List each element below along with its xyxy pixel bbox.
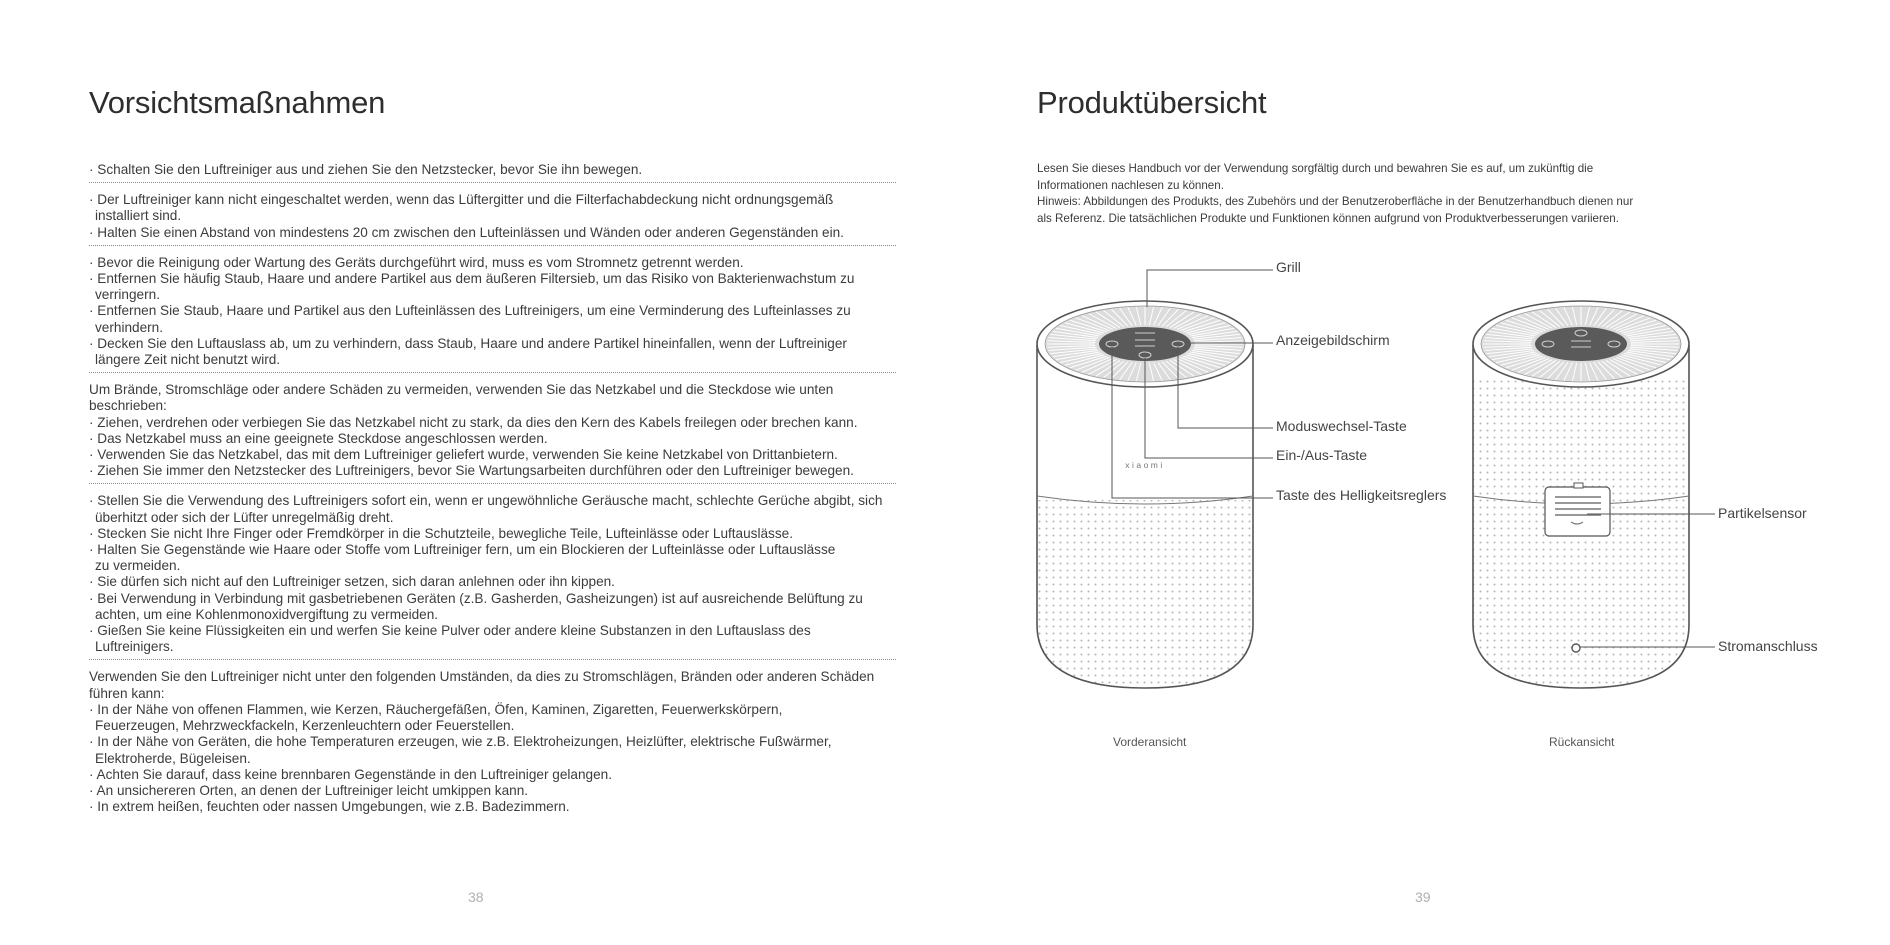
page-number-left: 38 bbox=[468, 889, 484, 905]
precaution-bullet: · In extrem heißen, feuchten oder nassen Umgebungen, wie z.B. Badezimmern. bbox=[89, 799, 570, 815]
right-page bbox=[945, 0, 1890, 945]
precaution-group bbox=[89, 380, 896, 484]
precaution-text: Um Brände, Stromschläge oder andere Schäden zu vermeiden, verwenden Sie das Netzkabel und die Steckdose wie unten bbox=[89, 382, 834, 398]
precaution-bullet: · Ziehen, verdrehen oder verbiegen Sie das Netzkabel nicht zu stark, da dies den Kern des Kabels freilegen oder brechen kann. bbox=[89, 414, 858, 430]
precaution-text: Elektroherde, Bügeleisen. bbox=[95, 750, 251, 766]
back-view-purifier bbox=[1473, 301, 1715, 700]
precaution-text: installiert sind. bbox=[95, 208, 182, 224]
label-grill: Grill bbox=[1276, 259, 1301, 275]
precaution-bullet: · Bei Verwendung in Verbindung mit gasbetriebenen Geräten (z.B. Gasherden, Gasheizungen) ist auf ausreichende Belüftung zu bbox=[89, 590, 863, 606]
precaution-bullet: · Decken Sie den Luftauslass ab, um zu verhindern, dass Staub, Haare und andere Partikel hineinfallen, wenn der Luftreiniger bbox=[89, 335, 847, 351]
precautions-title: Vorsichtsmaßnahmen bbox=[89, 85, 386, 120]
label-brightness-button: Taste des Helligkeitsreglers bbox=[1276, 487, 1447, 503]
precaution-group bbox=[89, 667, 896, 819]
precaution-text: Feuerzeugen, Mehrzweckfackeln, Kerzenleuchtern oder Feuerstellen. bbox=[95, 718, 515, 734]
precaution-group bbox=[89, 160, 896, 183]
back-display-screen bbox=[1535, 327, 1627, 361]
intro-line: Hinweis: Abbildungen des Produkts, des Zubehörs und der Benutzeroberfläche in der Benutzerhandbuch dienen nur bbox=[1037, 195, 1634, 208]
front-display-screen bbox=[1099, 327, 1191, 361]
precaution-group bbox=[89, 253, 896, 373]
brand-logo-text: xiaomi bbox=[1125, 460, 1165, 470]
precaution-bullet: · Stecken Sie nicht Ihre Finger oder Fremdkörper in die Schutzteile, bewegliche Teile, Lufteinlässe oder Luftauslässe. bbox=[89, 525, 793, 541]
precaution-text: verhindern. bbox=[95, 319, 164, 335]
precaution-bullet: · Schalten Sie den Luftreiniger aus und ziehen Sie den Netzstecker, bevor Sie ihn bewegen. bbox=[89, 162, 643, 177]
precaution-bullet: · Halten Sie einen Abstand von mindestens 20 cm zwischen den Lufteinlässen und Wänden oder anderen Gegenständen ein. bbox=[89, 224, 844, 240]
precaution-text: längere Zeit nicht benutzt wird. bbox=[95, 352, 281, 368]
intro-line: als Referenz. Die tatsächlichen Produkte und Funktionen können aufgrund von Produktverbesserungen variieren. bbox=[1037, 211, 1619, 225]
precaution-bullet: · Bevor die Reinigung oder Wartung des Geräts durchgeführt wird, muss es vom Stromnetz getrennt werden. bbox=[89, 254, 744, 270]
precaution-bullet: · Ziehen Sie immer den Netzstecker des Luftreinigers, bevor Sie Wartungsarbeiten durchführen oder den Luftreiniger bewegen. bbox=[89, 463, 854, 479]
particle-sensor-cover bbox=[1545, 483, 1610, 536]
precaution-text: Luftreinigers. bbox=[95, 639, 174, 655]
page-number-right: 39 bbox=[1415, 889, 1431, 905]
label-particle-sensor: Partikelsensor bbox=[1718, 505, 1807, 521]
front-view-caption: Vorderansicht bbox=[1113, 735, 1187, 749]
label-power-button: Ein-/Aus-Taste bbox=[1276, 447, 1368, 463]
precaution-bullet: · An unsichereren Orten, an denen der Luftreiniger leicht umkippen kann. bbox=[89, 782, 529, 798]
precaution-group bbox=[89, 491, 896, 660]
precaution-bullet: · In der Nähe von offenen Flammen, wie Kerzen, Räuchergefäßen, Öfen, Kaminen, Zigaretten, Feuerwerkskörpern, bbox=[89, 701, 783, 717]
precaution-text: verringern. bbox=[95, 287, 160, 303]
precaution-bullet: · Stellen Sie die Verwendung des Luftreinigers sofort ein, wenn er ungewöhnliche Geräusche macht, schlechte Gerüche abgibt, sich bbox=[89, 493, 883, 509]
precaution-bullet: · Achten Sie darauf, dass keine brennbaren Gegenstände in den Luftreiniger gelangen. bbox=[89, 766, 612, 782]
label-power-port: Stromanschluss bbox=[1718, 638, 1818, 654]
precautions-list bbox=[89, 160, 896, 826]
precaution-bullet: · In der Nähe von Geräten, die hohe Temperaturen erzeugen, wie z.B. Elektroheizungen, Heizlüfter, elektrische Fußwärmer, bbox=[89, 734, 832, 750]
label-mode-button: Moduswechsel-Taste bbox=[1276, 418, 1407, 434]
precaution-bullet: · Entfernen Sie häufig Staub, Haare und andere Partikel aus dem äußeren Filtersieb, um das Risiko von Bakterienwachstum zu bbox=[89, 271, 855, 287]
intro-line: Informationen nachlesen zu können. bbox=[1037, 178, 1224, 192]
precaution-bullet: · Der Luftreiniger kann nicht eingeschaltet werden, wenn das Lüftergitter und die Filterfachabdeckung nicht ordnungsgemäß bbox=[89, 192, 834, 208]
power-port-icon bbox=[1572, 644, 1580, 652]
precaution-bullet: · Entfernen Sie Staub, Haare und Partikel aus den Lufteinlässen des Luftreinigers, um eine Verminderung des Lufteinlasses zu bbox=[89, 303, 851, 319]
front-mesh-pattern bbox=[1037, 500, 1253, 700]
precaution-bullet: · Sie dürfen sich nicht auf den Luftreiniger setzen, sich daran anlehnen oder ihn kippen. bbox=[89, 574, 615, 590]
precaution-text: achten, um eine Kohlenmonoxidvergiftung zu vermeiden. bbox=[95, 606, 439, 622]
precaution-text: Verwenden Sie den Luftreiniger nicht unter den folgenden Umständen, da dies zu Stromschlägen, Bränden oder anderen Schäden bbox=[89, 669, 875, 685]
intro-line: Lesen Sie dieses Handbuch vor der Verwendung sorgfältig durch und bewahren Sie es auf, um zukünftig die bbox=[1037, 162, 1594, 175]
label-display: Anzeigebildschirm bbox=[1276, 332, 1390, 348]
precaution-bullet: · Halten Sie Gegenstände wie Haare oder Stoffe vom Luftreiniger fern, um ein Blockieren der Lufteinlässe oder Luftauslässe bbox=[89, 542, 836, 558]
precaution-bullet: · Verwenden Sie das Netzkabel, das mit dem Luftreiniger geliefert wurde, verwenden Sie keine Netzkabel von Drittanbietern. bbox=[89, 447, 838, 463]
precaution-bullet: · Das Netzkabel muss an eine geeignete Steckdose angeschlossen werden. bbox=[89, 430, 548, 446]
precaution-text: führen kann: bbox=[89, 685, 165, 701]
precaution-group bbox=[89, 190, 896, 246]
product-diagram bbox=[945, 0, 1890, 945]
overview-title: Produktübersicht bbox=[1037, 85, 1267, 120]
back-mesh-pattern bbox=[1473, 380, 1689, 700]
front-view-purifier bbox=[1037, 270, 1273, 700]
back-view-caption: Rückansicht bbox=[1549, 735, 1615, 749]
precaution-text: beschrieben: bbox=[89, 398, 167, 414]
precaution-bullet: · Gießen Sie keine Flüssigkeiten ein und werfen Sie keine Pulver oder andere kleine Substanzen in den Luftauslass des bbox=[89, 623, 811, 639]
precaution-text: überhitzt oder sich der Lüfter unregelmäßig dreht. bbox=[95, 509, 394, 525]
precaution-text: zu vermeiden. bbox=[95, 558, 181, 574]
